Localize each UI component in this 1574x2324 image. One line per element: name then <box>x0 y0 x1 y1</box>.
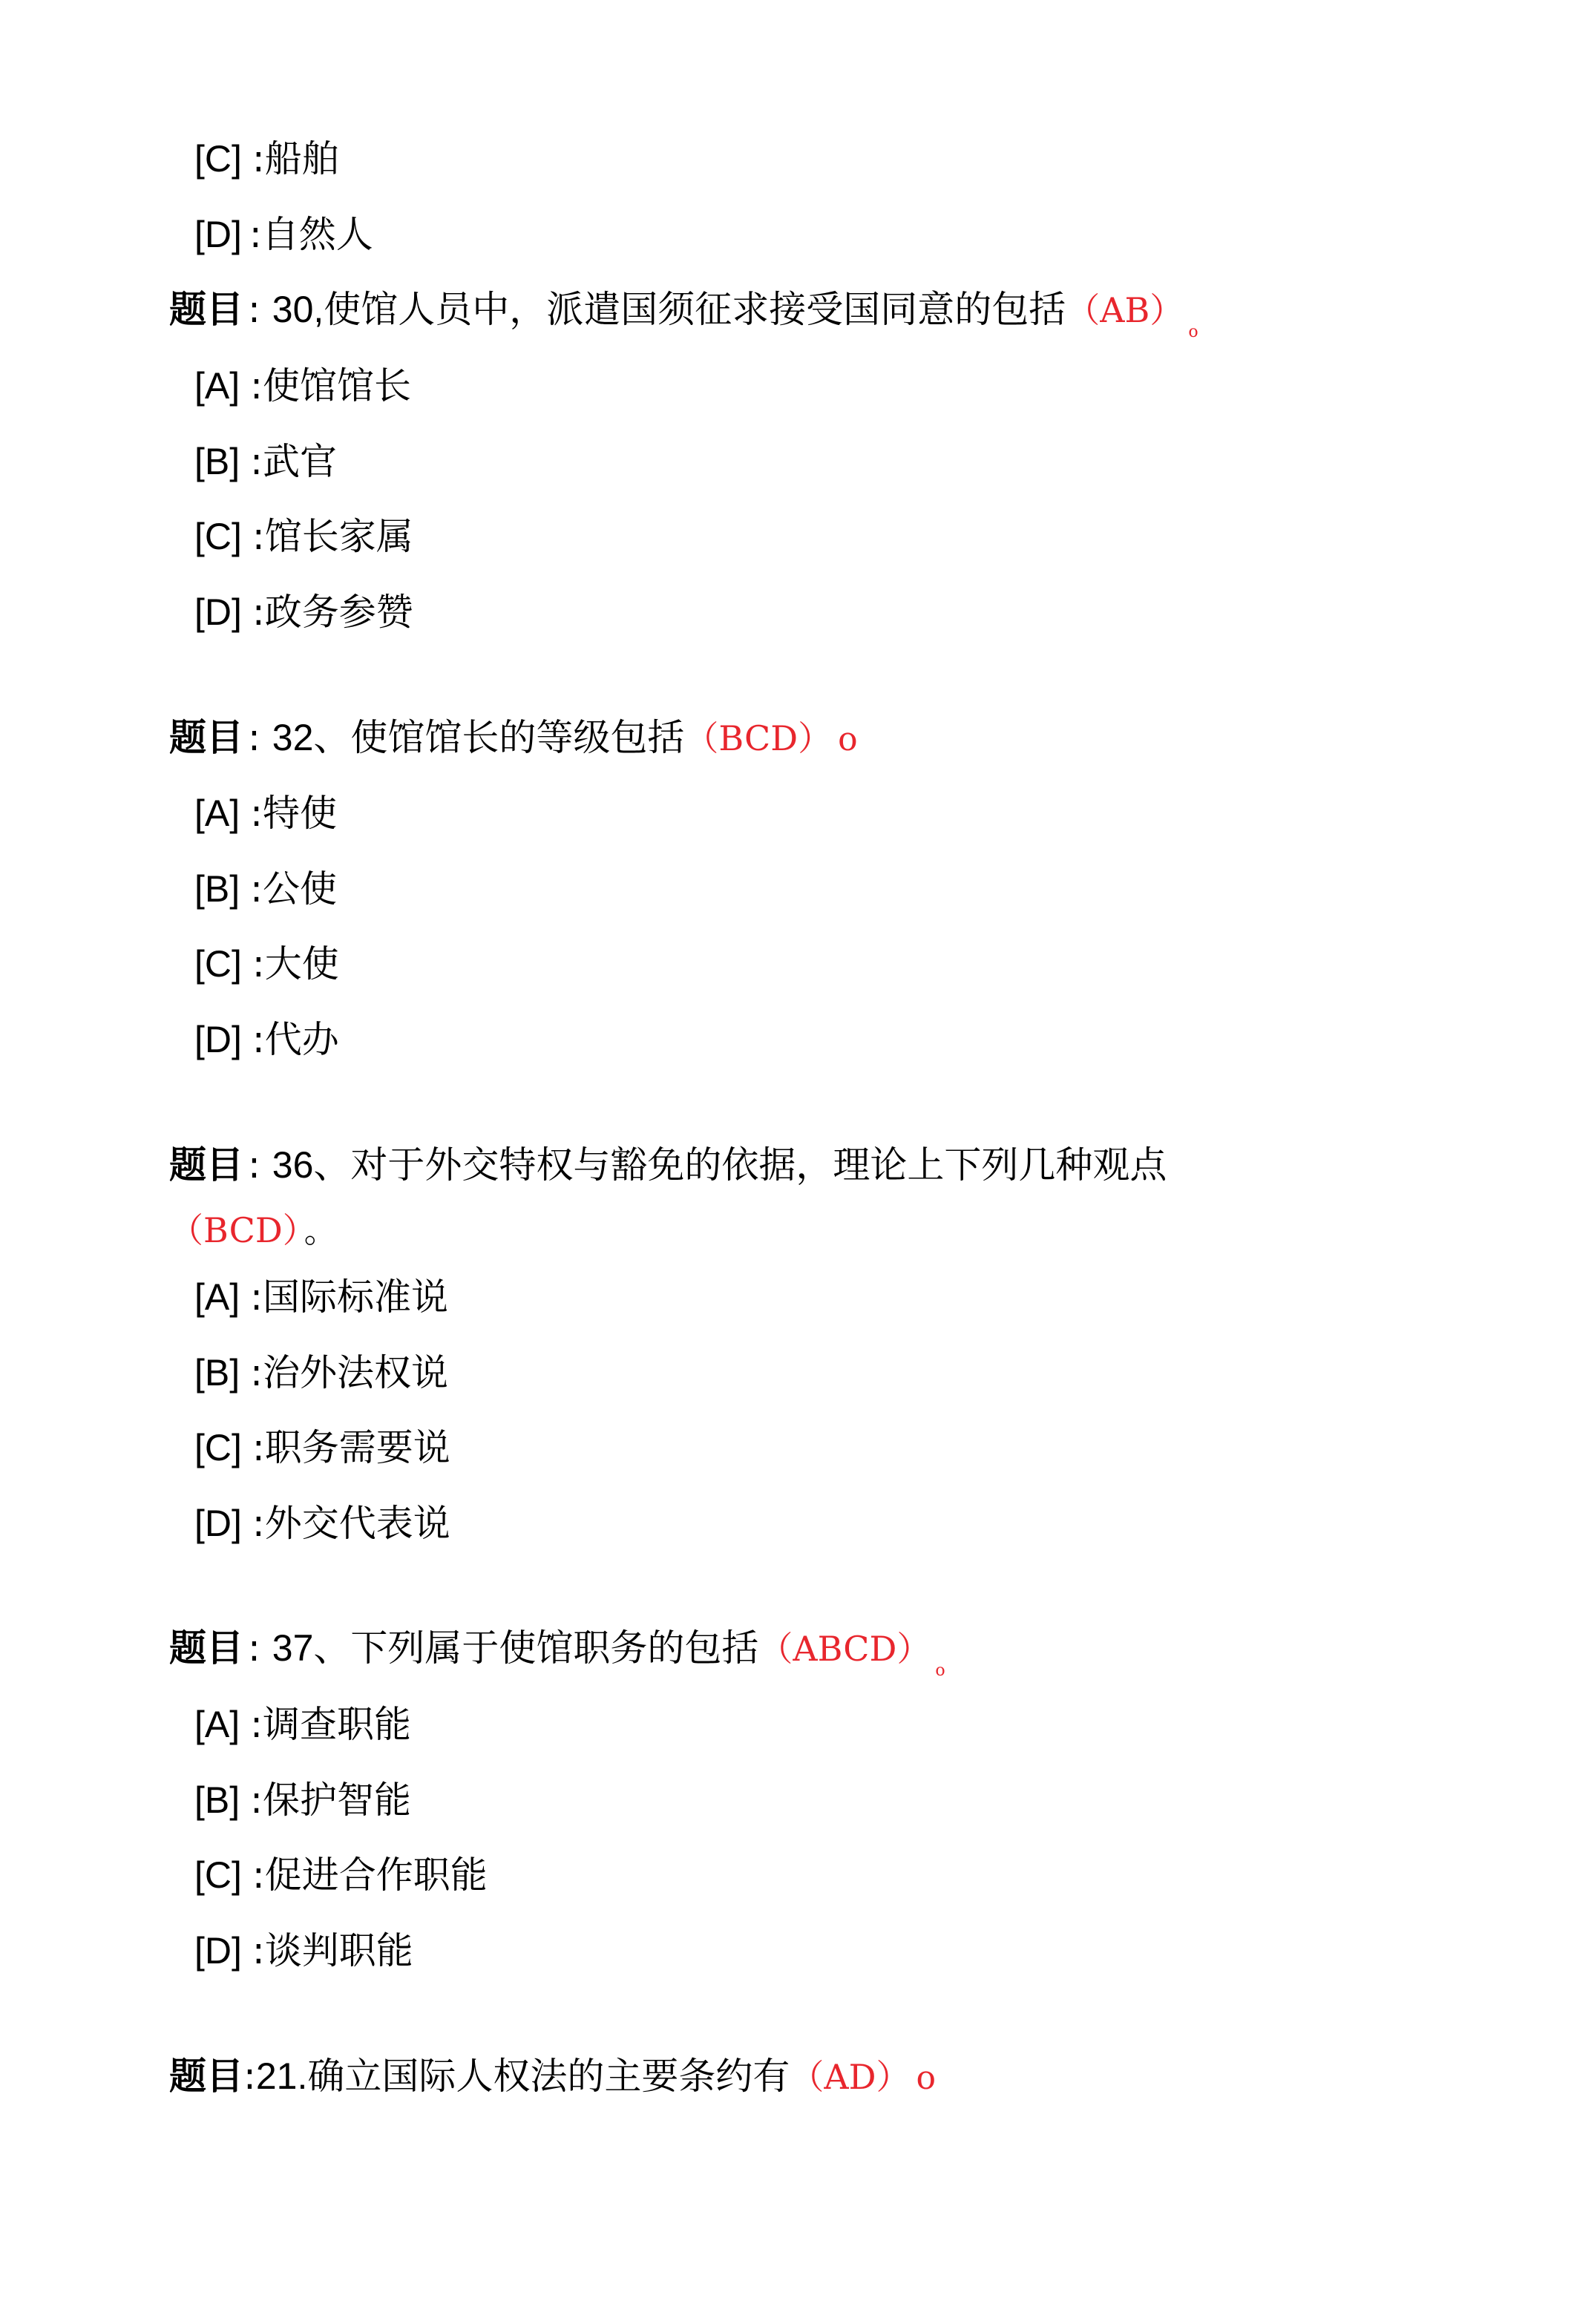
option-line <box>194 790 337 837</box>
option-separator: : <box>252 1929 265 1972</box>
question-answer: （AD） <box>790 2057 911 2097</box>
option-line <box>194 1016 339 1063</box>
question-colon: : <box>248 1627 260 1670</box>
question-colon: : <box>248 1143 260 1186</box>
option-separator: : <box>252 1502 265 1545</box>
option-letter: [D] <box>194 1503 242 1544</box>
question-label: 题目 <box>169 716 243 759</box>
option-text: 自然人 <box>261 213 373 256</box>
option-text: 谈判职能 <box>264 1929 413 1972</box>
option-line <box>194 362 411 410</box>
option-text: 馆长家属 <box>264 515 413 558</box>
question-stem: 使馆人员中，派遣国须征求接受国同意的包括 <box>324 288 1066 331</box>
option-line <box>194 438 337 485</box>
option-text: 公使 <box>263 867 337 910</box>
option-separator: : <box>252 1018 265 1061</box>
question-number: 30, <box>272 289 324 330</box>
question-answer: （BCD） <box>169 1210 300 1250</box>
option-line <box>194 513 413 560</box>
question-heading <box>169 714 858 764</box>
option-line <box>194 211 373 258</box>
option-text: 调查职能 <box>263 1703 411 1746</box>
option-letter: [C] <box>194 1427 242 1468</box>
option-line <box>194 1776 411 1824</box>
option-separator: : <box>252 1426 265 1469</box>
option-separator: : <box>250 1779 263 1822</box>
option-letter: [B] <box>194 1779 240 1821</box>
option-line <box>194 1349 448 1396</box>
option-separator: : <box>252 591 265 634</box>
option-line <box>194 1851 488 1899</box>
question-label: 题目 <box>169 1627 243 1670</box>
option-line <box>194 865 337 913</box>
option-text: 治外法权说 <box>263 1351 448 1394</box>
option-separator: : <box>252 1854 265 1897</box>
option-separator: : <box>250 1351 263 1394</box>
question-tail: o <box>1188 323 1198 341</box>
option-letter: [B] <box>194 868 240 910</box>
option-letter: [A] <box>194 792 240 834</box>
question-colon: : <box>243 2055 256 2098</box>
question-label: 题目 <box>169 1143 243 1186</box>
question-stem: 下列属于使馆职务的包括 <box>350 1627 759 1670</box>
question-label: 题目 <box>169 288 243 331</box>
option-line <box>194 940 339 988</box>
option-text: 船舶 <box>264 137 339 180</box>
question-stem: 使馆馆长的等级包括 <box>350 716 685 759</box>
question-number: 21. <box>255 2055 308 2097</box>
option-text: 政务参赞 <box>264 591 413 634</box>
option-letter: [D] <box>194 1930 242 1972</box>
option-separator: : <box>252 942 265 985</box>
option-separator: : <box>250 867 263 910</box>
question-answer: （ABCD） <box>758 1629 931 1669</box>
option-letter: [C] <box>194 1854 242 1896</box>
option-letter: [D] <box>194 1019 242 1060</box>
question-number: 36、 <box>272 1144 351 1186</box>
question-stem: 对于外交特权与豁免的依据，理论上下列几种观点 <box>350 1143 1167 1186</box>
option-line <box>194 588 413 636</box>
option-letter: [B] <box>194 1352 240 1394</box>
option-text: 国际标准说 <box>263 1276 448 1319</box>
question-number: 37、 <box>272 1627 351 1669</box>
option-letter: [D] <box>194 214 242 255</box>
question-colon: : <box>248 288 260 331</box>
option-text: 代办 <box>264 1018 339 1061</box>
question-answer-line <box>169 1206 337 1255</box>
option-letter: [A] <box>194 1276 240 1318</box>
option-text: 职务需要说 <box>264 1426 450 1469</box>
option-separator: : <box>250 1276 263 1319</box>
option-line <box>194 1500 450 1547</box>
question-heading <box>169 286 1198 356</box>
question-tail: o <box>935 1661 945 1680</box>
question-heading <box>169 1141 1167 1189</box>
option-letter: [D] <box>194 591 242 633</box>
question-label: 题目 <box>169 2055 243 2098</box>
option-letter: [B] <box>194 441 240 482</box>
option-separator: : <box>249 213 262 256</box>
question-stem: 确立国际人权法的主要条约有 <box>307 2055 790 2098</box>
option-letter: [A] <box>194 1704 240 1745</box>
option-line <box>194 1701 411 1748</box>
option-line <box>194 1273 448 1321</box>
question-tail: o <box>916 2059 936 2097</box>
option-separator: : <box>250 792 263 835</box>
option-line <box>194 1927 413 1975</box>
question-tail: 。 <box>304 1212 337 1250</box>
option-text: 大使 <box>264 942 339 985</box>
option-text: 武官 <box>263 440 337 483</box>
question-heading <box>169 1624 945 1695</box>
option-letter: [C] <box>194 138 242 180</box>
question-answer: （AB） <box>1066 290 1184 330</box>
option-line <box>194 1424 450 1471</box>
option-text: 使馆馆长 <box>263 364 411 407</box>
question-tail: o <box>838 720 858 758</box>
option-line <box>194 135 339 183</box>
option-text: 特使 <box>263 792 337 835</box>
option-letter: [A] <box>194 365 240 407</box>
question-heading <box>169 2052 936 2102</box>
option-letter: [C] <box>194 943 242 985</box>
option-text: 促进合作职能 <box>264 1854 488 1897</box>
question-number: 32、 <box>272 717 351 758</box>
option-text: 外交代表说 <box>264 1502 450 1545</box>
option-separator: : <box>250 440 263 483</box>
option-text: 保护智能 <box>263 1779 411 1822</box>
option-separator: : <box>252 137 265 180</box>
question-colon: : <box>248 716 260 759</box>
question-answer: （BCD） <box>684 718 833 758</box>
option-separator: : <box>252 515 265 558</box>
option-separator: : <box>250 1703 263 1746</box>
option-letter: [C] <box>194 516 242 557</box>
option-separator: : <box>250 364 263 407</box>
